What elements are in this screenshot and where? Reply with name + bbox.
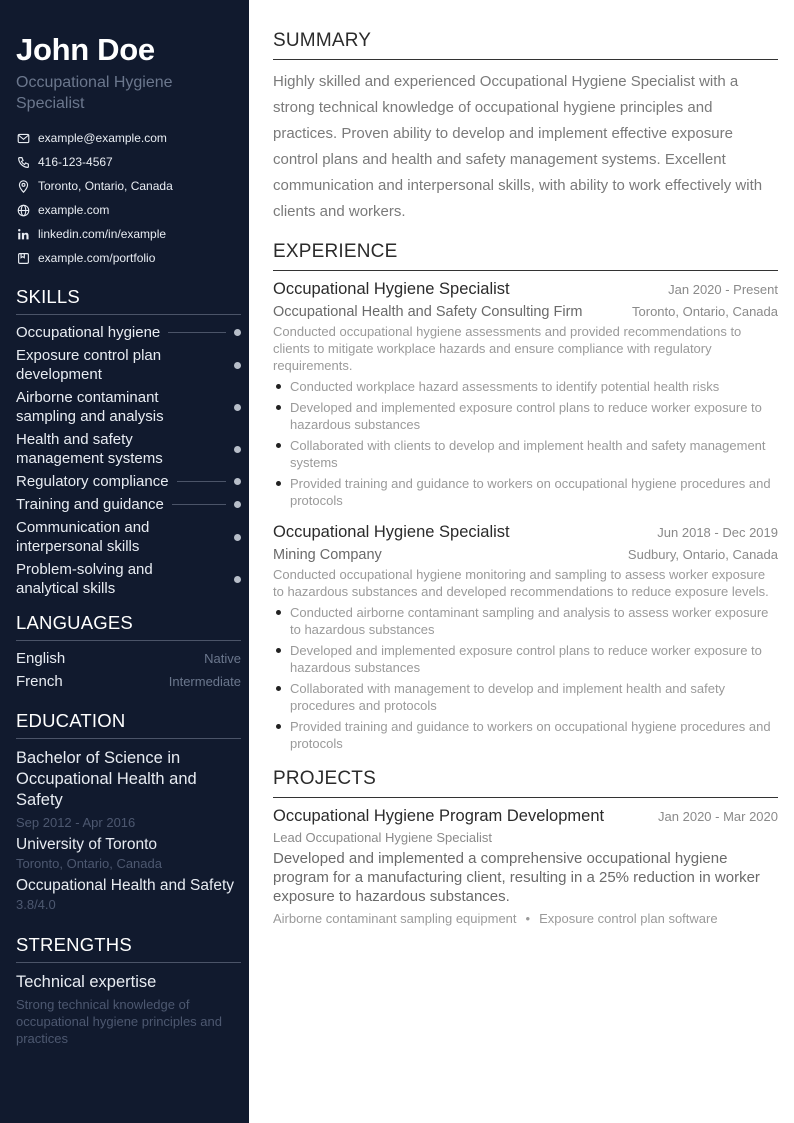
job-description: Conducted occupational hygiene monitoring and sampling to assess worker exposure to hazardous substances and developed recommendations to reduce exposure levels. xyxy=(273,567,769,599)
language-name: French xyxy=(16,673,63,690)
education-dates: Sep 2012 - Apr 2016 xyxy=(16,815,136,830)
contact-location-text: Toronto, Ontario, Canada xyxy=(38,179,173,193)
skill-label: Communication and interpersonal skills xyxy=(16,519,150,555)
strength-title: Technical expertise xyxy=(16,973,157,991)
skill-dot xyxy=(234,501,241,508)
skill-item xyxy=(16,472,241,491)
education-school: University of Toronto xyxy=(16,836,157,853)
experience-section xyxy=(273,241,778,752)
contact-location xyxy=(16,174,241,198)
skill-item xyxy=(16,518,241,556)
job-bullet: Conducted workplace hazard assessments to identify potential health risks xyxy=(273,378,778,395)
languages-heading: LANGUAGES xyxy=(16,612,241,641)
strength-description: Strong technical knowledge of occupational hygiene principles and practices xyxy=(16,997,222,1046)
language-name: English xyxy=(16,650,66,667)
contact-linkedin[interactable] xyxy=(16,222,241,246)
job-bullets xyxy=(273,378,778,509)
skill-dot xyxy=(234,404,241,411)
contact-website-text: example.com xyxy=(38,203,110,217)
skill-dot xyxy=(234,576,241,583)
strengths-heading: STRENGTHS xyxy=(16,934,241,963)
sidebar xyxy=(0,0,249,1123)
summary-heading: SUMMARY xyxy=(273,30,778,60)
contact-email-text: example@example.com xyxy=(38,131,167,145)
languages-section xyxy=(16,612,241,693)
skill-item xyxy=(16,323,241,342)
language-level: Native xyxy=(204,651,241,666)
job-company: Mining Company xyxy=(273,547,382,563)
contact-email[interactable] xyxy=(16,126,241,150)
skill-item xyxy=(16,560,241,598)
education-location: Toronto, Ontario, Canada xyxy=(16,856,162,871)
phone-icon xyxy=(16,155,30,169)
portfolio-icon xyxy=(16,251,30,265)
job-company: Occupational Health and Safety Consulting Firm xyxy=(273,304,583,320)
email-icon xyxy=(16,131,30,145)
tool-separator: • xyxy=(525,911,531,926)
skill-item xyxy=(16,388,241,426)
summary-section xyxy=(273,30,778,225)
project-description: Developed and implemented a comprehensive occupational hygiene program for a manufacturing client, resulting in a 25% reduction in worker exposure to hazardous substances. xyxy=(273,850,760,905)
job-location: Toronto, Ontario, Canada xyxy=(632,304,778,319)
skill-dot xyxy=(234,446,241,453)
experience-heading: EXPERIENCE xyxy=(273,241,778,271)
job-location: Sudbury, Ontario, Canada xyxy=(627,547,778,562)
skill-dot xyxy=(234,534,241,541)
education-heading: EDUCATION xyxy=(16,710,241,739)
skill-line xyxy=(177,481,226,482)
project-tool: Exposure control plan software xyxy=(539,911,718,926)
candidate-title: Occupational Hygiene Specialist xyxy=(16,74,173,112)
skill-dot xyxy=(234,329,241,336)
job-bullet: Provided training and guidance to workers on occupational hygiene procedures and protocols xyxy=(273,718,778,752)
job-bullet: Collaborated with management to develop and implement health and safety procedures and protocols xyxy=(273,680,778,714)
skill-item xyxy=(16,346,241,384)
skill-label: Occupational hygiene xyxy=(16,324,161,341)
skill-label: Health and safety management systems xyxy=(16,431,163,467)
job-bullet: Collaborated with clients to develop and implement health and safety management systems xyxy=(273,437,778,471)
job-entry xyxy=(273,523,778,752)
skill-line xyxy=(194,579,226,580)
linkedin-icon xyxy=(16,227,30,241)
skill-line xyxy=(194,449,226,450)
job-description: Conducted occupational hygiene assessments and provided recommendations to clients to mitigate workplace hazards and ensure compliance with regulatory requirements. xyxy=(273,324,742,373)
skill-dot xyxy=(234,362,241,369)
skill-label: Problem-solving and analytical skills xyxy=(16,561,153,597)
project-title: Occupational Hygiene Program Development xyxy=(273,807,605,825)
summary-text: Highly skilled and experienced Occupational Hygiene Specialist with a strong technical knowledge of occupational hygiene principles and practices. Proven ability to develop and implement effective exposure control plans and health and safety management systems. Excellent communication and interpersonal skills, with ability to work effectively with clients and workers. xyxy=(273,73,763,220)
skill-label: Training and guidance xyxy=(16,496,164,513)
skill-label: Regulatory compliance xyxy=(16,473,169,490)
job-bullet: Developed and implemented exposure control plans to reduce worker exposure to hazardous substances xyxy=(273,399,778,433)
skills-list xyxy=(16,323,241,598)
contact-website[interactable] xyxy=(16,198,241,222)
skill-label: Airborne contaminant sampling and analysis xyxy=(16,389,164,425)
language-item xyxy=(16,670,241,693)
job-dates: Jun 2018 - Dec 2019 xyxy=(657,525,778,540)
contact-linkedin-text: linkedin.com/in/example xyxy=(38,227,167,241)
skill-item xyxy=(16,495,241,514)
project-dates: Jan 2020 - Mar 2020 xyxy=(658,809,778,824)
skill-line xyxy=(168,332,226,333)
skill-line xyxy=(194,365,226,366)
languages-list xyxy=(16,647,241,693)
contact-phone-text: 416-123-4567 xyxy=(38,155,113,169)
skill-line xyxy=(172,504,226,505)
education-gpa: 3.8/4.0 xyxy=(16,897,56,912)
skills-section xyxy=(16,286,241,598)
globe-icon xyxy=(16,203,30,217)
projects-heading: PROJECTS xyxy=(273,768,778,798)
candidate-name: John Doe xyxy=(16,32,155,67)
location-icon xyxy=(16,179,30,193)
skill-dot xyxy=(234,478,241,485)
job-title: Occupational Hygiene Specialist xyxy=(273,523,510,541)
contact-portfolio-text: example.com/portfolio xyxy=(38,251,156,265)
job-bullets xyxy=(273,604,778,752)
skill-line xyxy=(194,537,226,538)
education-field: Occupational Health and Safety xyxy=(16,877,234,894)
contact-portfolio[interactable] xyxy=(16,246,241,270)
job-dates: Jan 2020 - Present xyxy=(668,282,778,297)
strengths-section xyxy=(16,934,241,1047)
main-content xyxy=(273,30,778,926)
skill-label: Exposure control plan development xyxy=(16,347,162,383)
job-bullet: Developed and implemented exposure control plans to reduce worker exposure to hazardous substances xyxy=(273,642,778,676)
job-title: Occupational Hygiene Specialist xyxy=(273,280,510,298)
project-role: Lead Occupational Hygiene Specialist xyxy=(273,830,492,845)
skill-line xyxy=(194,407,226,408)
project-tools xyxy=(273,911,778,926)
job-bullet: Provided training and guidance to workers on occupational hygiene procedures and protocols xyxy=(273,475,778,509)
skill-item xyxy=(16,430,241,468)
job-entry xyxy=(273,280,778,509)
contact-list xyxy=(16,126,241,270)
job-bullet: Conducted airborne contaminant sampling and analysis to assess worker exposure to hazardous substances xyxy=(273,604,778,638)
language-level: Intermediate xyxy=(168,674,241,689)
education-degree: Bachelor of Science in Occupational Health and Safety xyxy=(16,749,197,809)
projects-section xyxy=(273,768,778,926)
skills-heading: SKILLS xyxy=(16,286,241,315)
contact-phone[interactable] xyxy=(16,150,241,174)
language-item xyxy=(16,647,241,670)
education-section xyxy=(16,710,241,914)
project-tool: Airborne contaminant sampling equipment xyxy=(273,911,517,926)
